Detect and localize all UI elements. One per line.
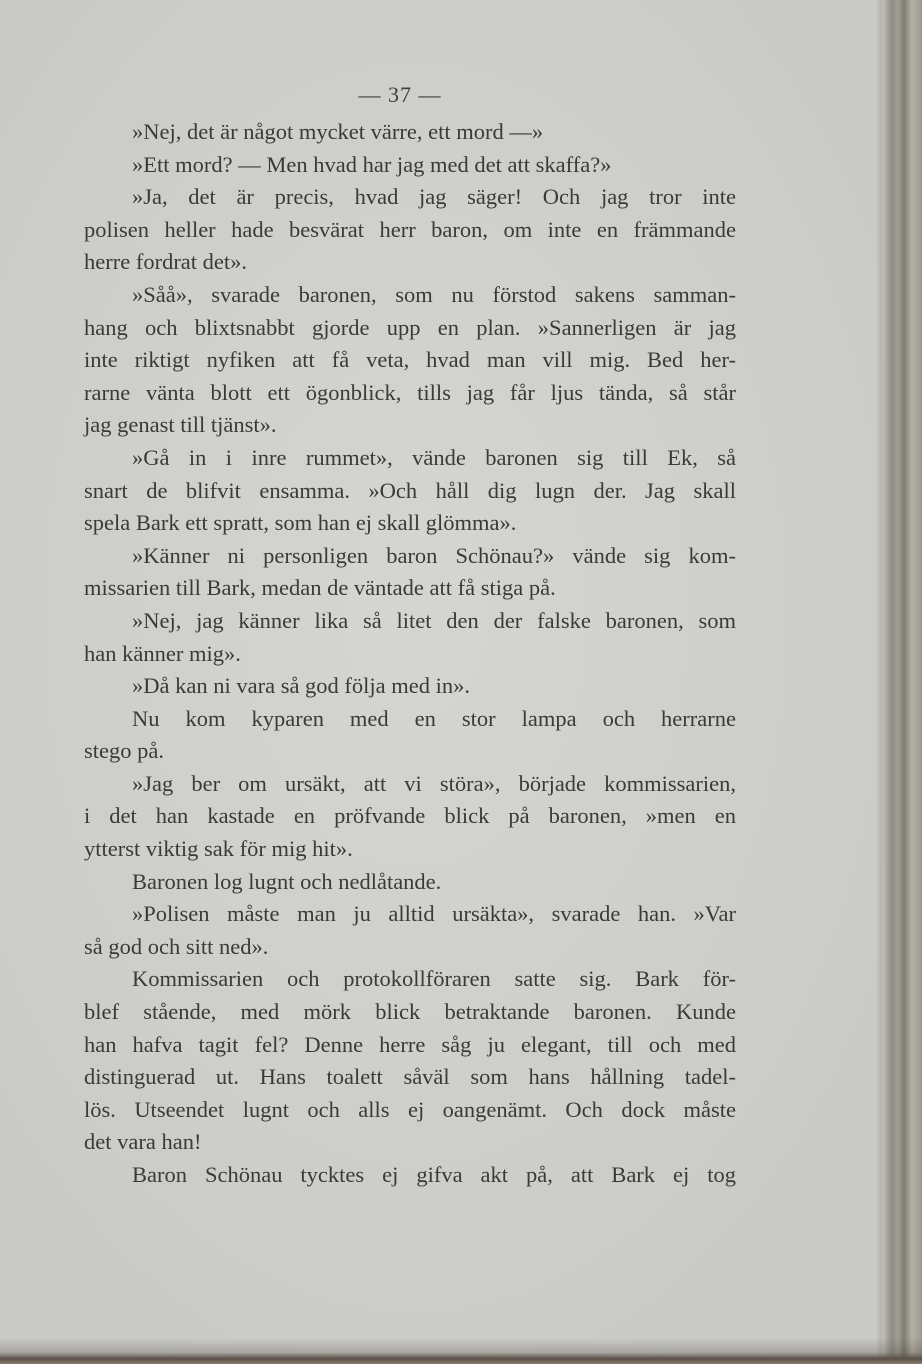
- text-line: han hafva tagit fel? Denne herre såg ju elegant, till och med: [84, 1031, 736, 1057]
- text-line: Baron Schönau tycktes ej gifva akt på, att Bark ej tog: [132, 1162, 736, 1187]
- book-binding-edge: [882, 0, 922, 1364]
- text-line: jag genast till tjänst».: [84, 412, 277, 438]
- text-line: han känner mig».: [84, 640, 241, 666]
- body-text: [84, 116, 736, 1192]
- text-line: missarien till Bark, medan de väntade att få stiga på.: [84, 575, 556, 601]
- text-line: »Nej, det är något mycket värre, ett mord —»: [132, 119, 544, 144]
- text-line: »Gå in i inre rummet», vände baronen sig till Ek, så: [132, 444, 736, 470]
- text-line: i det han kastade en pröfvande blick på baronen, »men en: [84, 803, 736, 829]
- text-line: Baronen log lugnt och nedlåtande.: [132, 868, 442, 894]
- text-line: lös. Utseendet lugnt och alls ej oangenämt. Och dock måste: [84, 1096, 736, 1122]
- text-line: spela Bark ett spratt, som han ej skall glömma».: [84, 510, 517, 536]
- text-line: Nu kom kyparen med en stor lampa och herrarne: [132, 705, 736, 731]
- page-number: — 37 —: [358, 82, 442, 107]
- text-line: »Då kan ni vara så god följa med in».: [132, 673, 471, 699]
- text-line: hang och blixtsnabbt gjorde upp en plan. »Sannerligen är jag: [84, 314, 736, 340]
- text-line: inte riktigt nyfiken att få veta, hvad man vill mig. Bed her-: [84, 347, 736, 373]
- text-line: det vara han!: [84, 1129, 202, 1155]
- text-line: rarne vänta blott ett ögonblick, tills jag får ljus tända, så står: [84, 379, 736, 405]
- text-line: snart de blifvit ensamma. »Och håll dig lugn der. Jag skall: [84, 477, 736, 503]
- text-line: »Ja, det är precis, hvad jag säger! Och jag tror inte: [132, 184, 736, 210]
- text-line: stego på.: [84, 738, 164, 764]
- text-line: »Känner ni personligen baron Schönau?» vände sig kom-: [132, 542, 736, 568]
- text-line: »Polisen måste man ju alltid ursäkta», svarade han. »Var: [132, 901, 736, 927]
- text-line: herre fordrat det».: [84, 249, 248, 275]
- text-line: »Ett mord? — Men hvad har jag med det att skaffa?»: [132, 151, 612, 177]
- text-line: ytterst viktig sak för mig hit».: [84, 836, 353, 862]
- text-line: »Nej, jag känner lika så litet den der falske baronen, som: [132, 607, 736, 633]
- text-line: Kommissarien och protokollföraren satte sig. Bark för-: [132, 966, 736, 992]
- text-line: »Såå», svarade baronen, som nu förstod sakens samman-: [132, 281, 736, 307]
- text-line: polisen heller hade besvärat herr baron, om inte en främmande: [84, 216, 736, 242]
- text-line: distinguerad ut. Hans toalett såväl som hans hållning tadel-: [84, 1064, 736, 1090]
- page-bottom-edge: [0, 1338, 922, 1364]
- text-line: »Jag ber om ursäkt, att vi störa», började kommissarien,: [132, 770, 736, 796]
- text-line: blef stående, med mörk blick betraktande baronen. Kunde: [84, 999, 736, 1025]
- text-line: så god och sitt ned».: [84, 933, 269, 959]
